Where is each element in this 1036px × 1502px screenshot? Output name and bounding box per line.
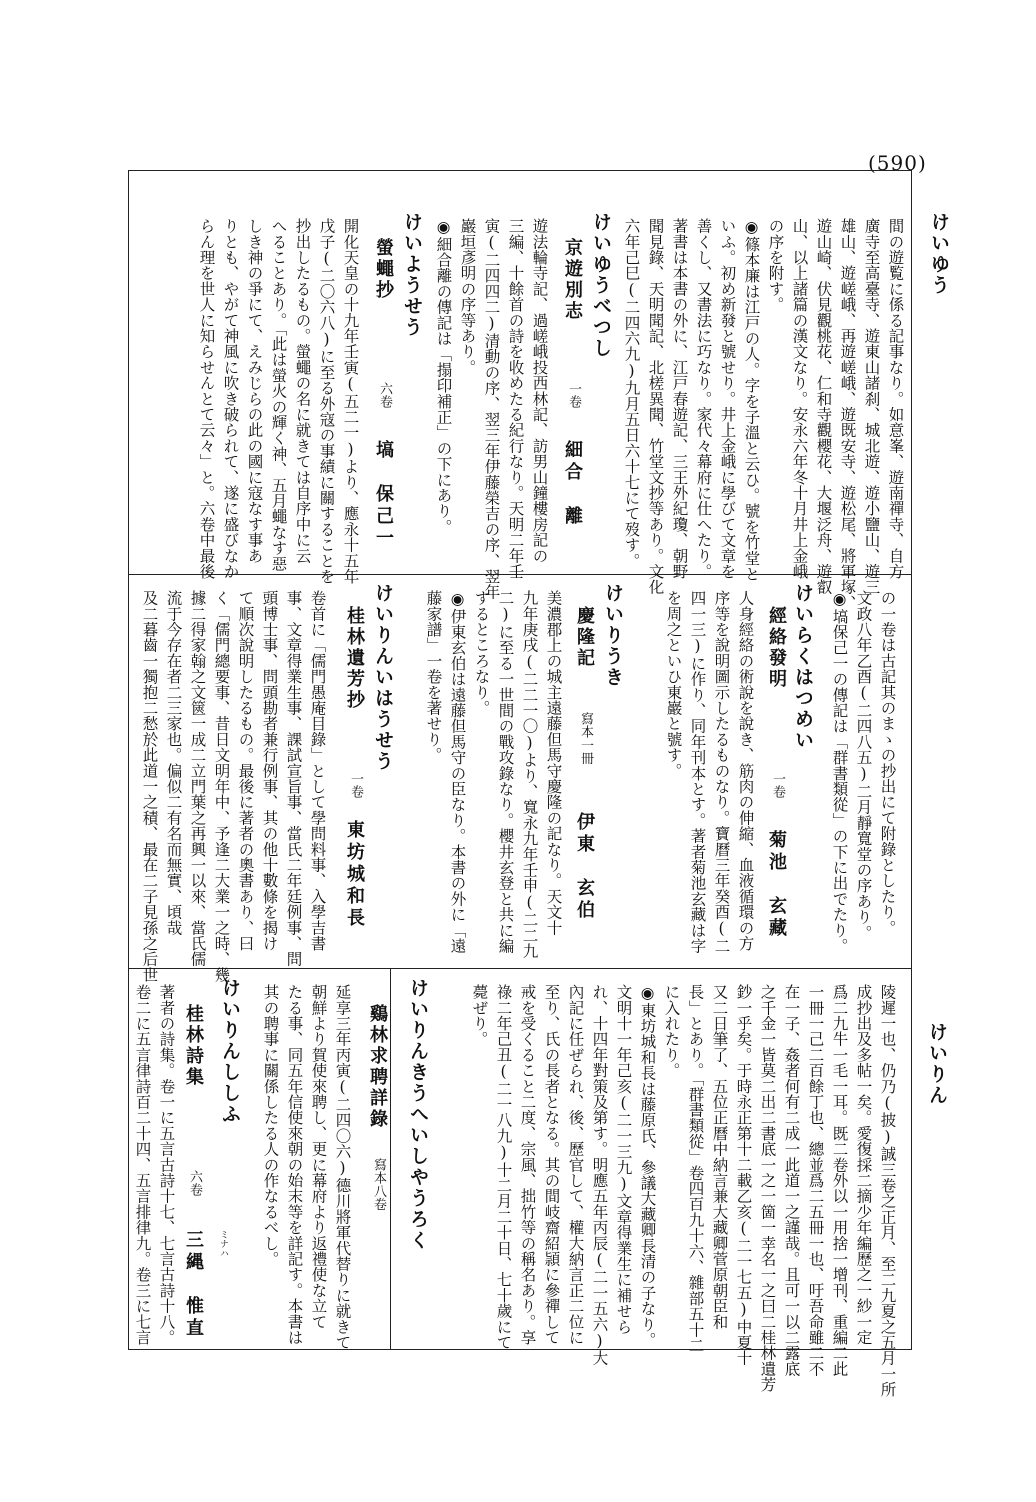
text-line: 巖垣彥明の序等あり。 <box>458 218 477 375</box>
text-line: 祿二年己丑(二一八九)十二月二十日、七十歲にて <box>494 984 513 1351</box>
text-line: 事、文章得業生事、課試宣旨事、當氏二年廷例事、問 <box>284 590 303 967</box>
text-line: 鈔一乎矣。于時永正第十二載乙亥(二一七五)中夏十 <box>734 984 753 1366</box>
entry-title: 螢蠅抄 <box>373 238 394 301</box>
text-line: 二)に至る一世間の戰攻錄なり。櫻井玄登と共に編 <box>496 590 515 954</box>
text-line: の一卷は古記其のまゝの抄出にて附錄としたり。 <box>878 590 897 936</box>
entry-volumes: 六卷 <box>377 382 392 409</box>
entry-title: 慶隆記 <box>574 606 595 669</box>
entry-heading: けいらくはつめい <box>792 583 814 751</box>
text-line: 爲二九牛一毛一耳。既二卷外以一用捨一增刊、重編二此 <box>830 984 849 1377</box>
text-line: しき神の爭にて、えみじらの此の國に寇なす事あ <box>245 218 264 564</box>
entry-heading: けいりんきうへいしやうろく <box>407 978 429 1251</box>
entry-volumes: 一卷 <box>770 772 785 799</box>
text-line: 卷首に「儒門愚庵目錄」として學問料事、入學吉書 <box>308 590 327 952</box>
text-line: 遊山崎、伏見觀桃花、仁和寺觀櫻花、大堰泛舟、遊叡 <box>814 218 833 595</box>
text-line: 延享三年丙寅(二四〇六)德川將軍代替りに就きて <box>333 984 352 1351</box>
text-line: 卷二に五言律詩百二十四、五言排律九。卷三に七言 <box>133 984 152 1346</box>
text-line: 長」とあり。「群書類從」卷四百九十六、雜部五十二 <box>686 984 705 1354</box>
text-line: 之千金一皆莫二出二書底一之一箇一幸名一之曰二桂林遺芳 <box>758 984 777 1393</box>
text-line: 開化天皇の十九年壬寅(五二一)より、應永十五年 <box>341 218 360 585</box>
text-line: 至り、氏の長者となる。其の間岐齋紹頴に參禪して <box>542 984 561 1346</box>
text-line: 頭博士事、問頭勘者兼行例事、其の他十數條を揭け <box>260 590 279 952</box>
section-divider-bottom <box>128 968 912 969</box>
text-line: て順次說明したるもの。最後に著者の奧書あり、曰 <box>236 590 255 952</box>
column-divider-lower-left <box>390 968 391 1350</box>
entry-volumes: 一卷 <box>566 382 581 409</box>
text-line: 一冊一己二百餘丁也、總並爲二五冊一也、吁吾命雖二不 <box>806 984 825 1377</box>
entry-author-ruby: ミナハ <box>218 1230 228 1258</box>
page-number: (590) <box>868 151 927 175</box>
entry-volumes: 寫本一冊 <box>578 712 593 765</box>
text-line: 間の遊覧に係る記事なり。如意峯、遊南禪寺、自方 <box>886 218 905 580</box>
entry-volumes: 寫本八卷 <box>371 1158 386 1211</box>
entry-heading: けいりうき <box>602 583 624 688</box>
text-line: 聞見錄、天明聞記、北槎異聞、竹堂文抄等あり。文化 <box>646 218 665 595</box>
text-line: ◉塙保己一の傳記は「群書類從」の下に出でたり。 <box>830 590 849 954</box>
text-line: するところなり。 <box>472 590 491 716</box>
text-line: 其の聘事に關係したる人の作なるべし。 <box>261 984 280 1267</box>
text-line: 美濃郡上の城主遠藤但馬守慶隆の記なり。天文十 <box>544 590 563 936</box>
text-line: 流于今存在者二三家也。偏似二有名而無實、頃哉 <box>164 590 183 936</box>
text-line: 人身經絡の術說を說き、筋肉の伸縮、血液循環の方 <box>736 590 755 952</box>
entry-title: 桂林遺芳抄 <box>344 606 365 711</box>
text-line: 又二日筆了、五位正曆中納言兼大藏卿菅原朝臣和 <box>710 984 729 1330</box>
text-line: 戒を受くること二度、宗風、拙竹等の稱名あり。享 <box>518 984 537 1346</box>
entry-author: 東坊城和長 <box>344 820 365 930</box>
running-head-left: けいりん <box>926 1022 948 1106</box>
entry-title: 桂林詩集 <box>183 1004 204 1088</box>
text-line: 成抄出及多帖一矣。愛復採二摘少年編歷之一紗一定 <box>854 984 873 1346</box>
entry-heading: けいようせう <box>401 212 423 338</box>
text-line: 文政八年乙酉(二四八五)二月靜寬堂の序あり。 <box>854 590 873 941</box>
text-line: ◉伊東玄伯は遠藤但馬守の臣なり。本書の外に「遠 <box>448 590 467 954</box>
entry-title: 經絡發明 <box>766 606 787 690</box>
text-line: 善くし、又書法に巧なり。家代々幕府に仕へたり。 <box>694 218 713 580</box>
text-line: の序を附す。 <box>766 218 785 313</box>
text-line: 在一子、姦者何有二成一此道一之謹哉。且可一以二露底 <box>782 984 801 1377</box>
text-line: 著者の詩集。卷一に五言古詩十七、七言古詩十八。 <box>157 984 176 1346</box>
entry-author: 三縄 惟直 <box>183 1230 204 1340</box>
text-line: ◉細合離の傳記は「搨印補正」の下にあり。 <box>434 218 453 535</box>
text-line: 及二暮齒一獨抱二愁於此道一之積、最在二子見孫之后世 <box>140 590 159 983</box>
text-line: 雄山、遊嵯峨、再遊嵯峨、遊既安寺、遊松尾、將軍塚、 <box>838 218 857 611</box>
entry-title: 京遊別志 <box>562 238 583 322</box>
text-line: 藤家譜」一卷を著せり。 <box>424 590 443 763</box>
text-line: 抄出したるもの。螢蠅の名に就きては自序中に云 <box>293 218 312 564</box>
text-line: 據二得家翰之文篋一成二立門葉之再興一以來、當氏儒 <box>188 590 207 967</box>
entry-volumes: 一卷 <box>348 772 363 799</box>
text-line: 陵遲一也、仍乃(披)誠三卷之正月、至二九夏之五月一所 <box>878 984 897 1398</box>
text-line: 薨ぜり。 <box>470 984 489 1047</box>
entry-author: 菊池 玄藏 <box>766 830 787 940</box>
text-line: 六年己巳(二四六九)九月五日六十七にて歿す。 <box>622 218 641 569</box>
text-line: 山、以上諸篇の漢文なり。安永六年冬十月井上金峨 <box>790 218 809 580</box>
text-line: 戊子(二〇六八)に至る外寇の事績に關することを <box>317 218 336 585</box>
text-line: 寅(二四四二)清動の序、翌三年伊藤榮吉の序、翌年 <box>482 218 501 600</box>
entry-volumes: 六卷 <box>187 1170 202 1197</box>
entry-heading: けいりんししふ <box>219 978 241 1125</box>
text-line: りとも、やがて神風に吹き破られて、遂に盛びなか <box>221 218 240 580</box>
text-line: 文明十一年己亥(二一三九)文章得業生に補せら <box>614 984 633 1335</box>
text-line: ◉篠本廉は江戸の人。字を子溫と云ひ。號を竹堂と <box>742 218 761 582</box>
text-line: く「儒門總要事、昔日文明年中、予逢二大業一之時、幾 <box>212 590 231 983</box>
entry-author: 塙 保己一 <box>373 440 394 550</box>
text-line: に入れたり。 <box>662 984 681 1079</box>
text-line: れ、十四年對策及第す。明應五年丙辰(二一五六)大 <box>590 984 609 1366</box>
text-line: たる事、同五年信使來朝の始末等を詳記す。本書は <box>285 984 304 1346</box>
text-line: 九年庚戌(二二一〇)より、寬永九年壬申(二二九 <box>520 590 539 959</box>
text-line: を周之といひ東巖と號す。 <box>664 590 683 779</box>
entry-heading: けいゆうべつし <box>590 212 612 359</box>
text-line: 四一三)に作り、同年刊本とす。著者菊池玄藏は字 <box>688 590 707 954</box>
text-line: 廣寺至高臺寺、遊東山諸刹、城北遊、遊小鹽山、遊三 <box>862 218 881 595</box>
text-line: 三編、十餘首の詩を收めたる紀行なり。天明二年壬 <box>506 218 525 580</box>
entry-heading: けいりんいはうせう <box>372 583 394 772</box>
text-line: 朝鮮より賀使來聘し、更に幕府より返禮使な立て <box>309 984 328 1330</box>
text-line: 遊法輪寺記、過嵯峨投西林記、訪男山鐘樓房記の <box>530 218 549 564</box>
entry-author: 細合 離 <box>562 440 583 528</box>
text-line: へることあり。「此は螢火の輝く神、五月蠅なす惡 <box>269 218 288 572</box>
text-line: 序等を說明圖示したるものなり。寶曆三年癸酉(二 <box>712 590 731 954</box>
text-line: 著書は本書の外に、江戸春遊記、三王外紀瓊、朝野 <box>670 218 689 580</box>
text-line: 內記に任ぜられ、後、歷官して、權大納言正二位に <box>566 984 585 1346</box>
running-head-right: けいゆう <box>928 212 950 296</box>
text-line: らん理を世人に知らせんとて云々」と。六卷中最後 <box>197 218 216 580</box>
text-line: ◉東坊城和長は藤原氏、參議大藏卿長清の子なり。 <box>638 984 657 1348</box>
entry-title: 鷄林求聘詳錄 <box>367 1004 388 1130</box>
entry-author: 伊東 玄伯 <box>574 812 595 922</box>
text-line: いふ。初め新發と號せり。井上金峨に學びて文章を <box>718 218 737 580</box>
